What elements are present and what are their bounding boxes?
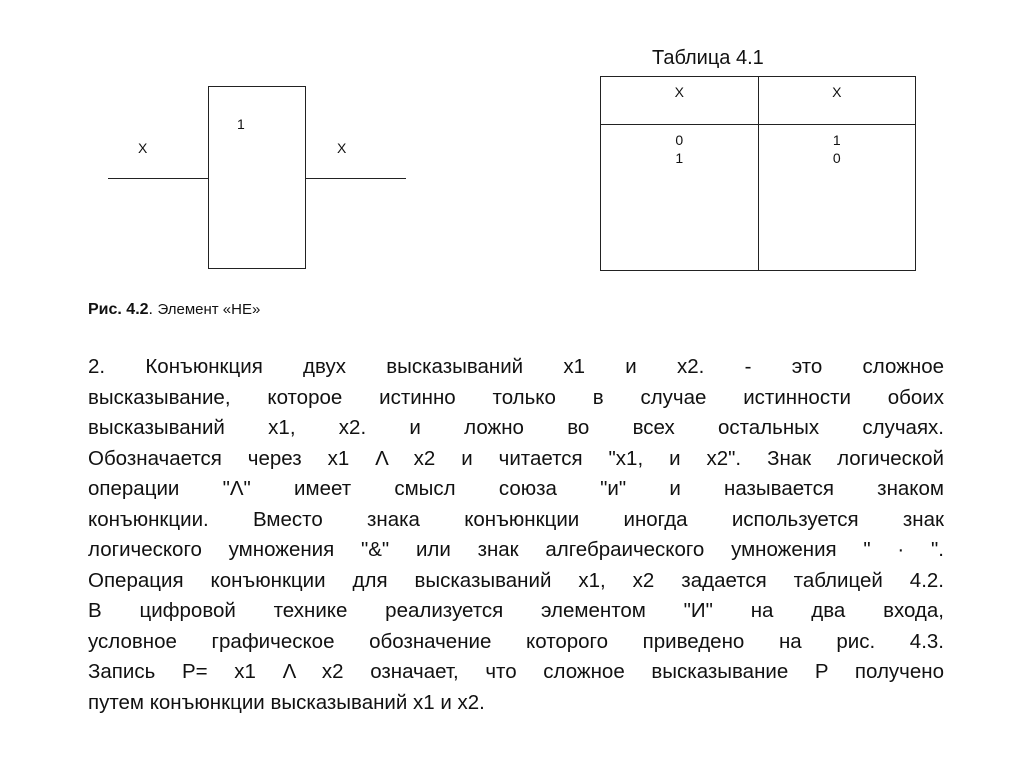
table-value: 0 [675,132,684,148]
table-value: 0 [832,150,841,166]
not-gate-box [208,86,306,269]
table-header-row [601,77,916,125]
figure-caption-dot: . [148,301,153,318]
paragraph-line: конъюнкции. Вместо знака конъюнкции иногда используется знак [88,507,944,531]
paragraph-line: высказываний x1, x2. и ложно во всех остальных случаях. [88,416,944,439]
gate-symbol-label: 1 [237,116,245,132]
truth-table [600,76,916,271]
gate-input-label: X [138,140,148,156]
table-header-cell: X [601,77,759,125]
table-value: 1 [832,132,841,148]
paragraph-line: путем конъюнкции высказываний x1 и x2. [88,690,485,714]
paragraph-line: операции "Λ" имеет смысл союза "и" и называется знаком [88,477,944,500]
paragraph-line: логического умножения "&" или знак алгебраического умножения " · ". [88,538,944,561]
figure-caption-title: Элемент «НЕ» [157,301,261,318]
paragraph-line: высказывание, которое истинно только в случае истинности обоих [88,385,944,409]
body-paragraph [88,352,944,718]
table-header-cell: X [758,77,916,125]
figure-caption-label: Рис. 4.2 [88,301,149,318]
paragraph-line: Обозначается через x1 Λ x2 и читается "x1, и x2". Знак логической [88,446,944,470]
paragraph-line: В цифровой технике реализуется элементом "И" на два входа, [88,599,944,622]
gate-output-wire [306,178,406,179]
table-value: 1 [675,150,684,166]
table-cell [758,125,916,271]
gate-input-wire [108,178,208,179]
paragraph-line: условное графическое обозначение которого приведено на рис. 4.3. [88,629,944,653]
paragraph-line: Операция конъюнкции для высказываний x1, x2 задается таблицей 4.2. [88,568,944,592]
figure-caption [88,300,260,320]
gate-output-label: X [337,140,347,156]
table-row [601,125,916,271]
paragraph-line: Запись P= x1 Λ x2 означает, что сложное высказывание P получено [88,660,944,683]
table-caption: Таблица 4.1 [652,47,764,69]
paragraph-line: 2. Конъюнкция двух высказываний x1 и x2. - это сложное [88,355,944,378]
table-cell [601,125,759,271]
